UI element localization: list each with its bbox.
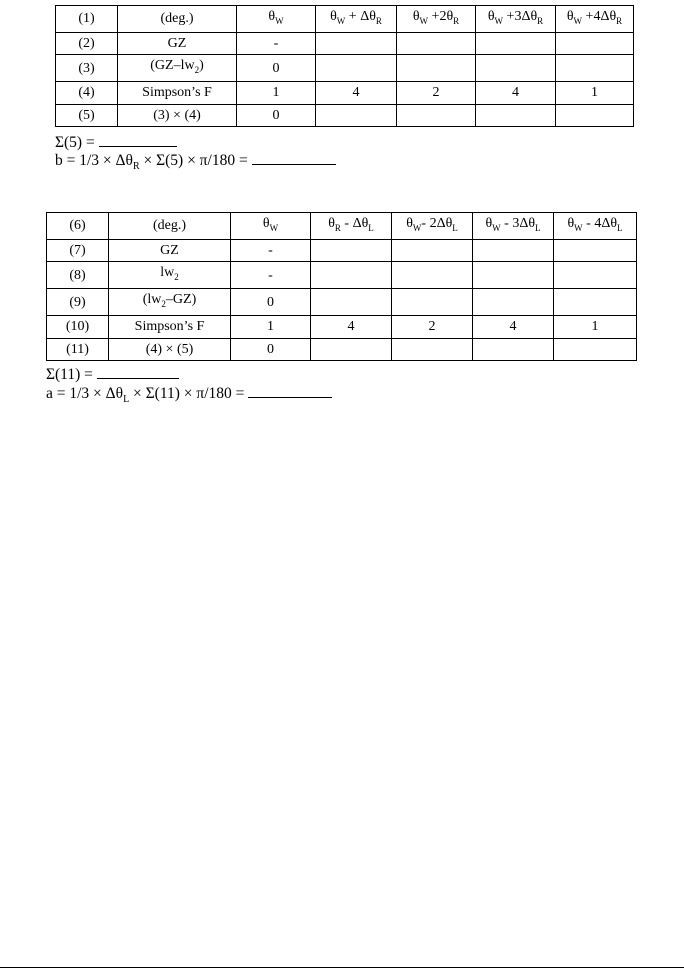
table1-cell: (3) <box>56 55 118 82</box>
table1-cell: 1 <box>237 82 316 105</box>
table1-cell: 1 <box>556 82 634 105</box>
table1-cell[interactable] <box>397 55 476 82</box>
table1-cell: (4) <box>56 82 118 105</box>
table1-cell: 2 <box>397 82 476 105</box>
table1-cell[interactable] <box>476 55 556 82</box>
table1-cell[interactable] <box>316 32 397 55</box>
table2-cell: $\theta_R - \Delta\theta_L$ <box>311 213 392 240</box>
table2-cell: 4 <box>473 315 554 338</box>
table2-cell[interactable] <box>554 289 637 316</box>
sum-5-line <box>55 132 177 152</box>
table1-cell: - <box>237 32 316 55</box>
table2-cell[interactable] <box>392 239 473 262</box>
table1-cell[interactable] <box>556 104 634 127</box>
table1-row <box>56 55 634 82</box>
table1-cell: $(GZ-lw_2)$ <box>118 55 237 82</box>
table2-cell[interactable] <box>473 239 554 262</box>
table1-cell: 4 <box>316 82 397 105</box>
sum-11-blank[interactable] <box>97 364 179 379</box>
table2-cell[interactable] <box>473 289 554 316</box>
table2-cell: - <box>231 262 311 289</box>
a-formula-blank[interactable] <box>248 383 332 398</box>
table1-cell: $\theta_W +2\theta_R$ <box>397 6 476 33</box>
table2-cell: (11) <box>47 338 109 361</box>
table2-cell: (9) <box>47 289 109 316</box>
table2-cell[interactable] <box>392 289 473 316</box>
table1-cell: $\theta_W + \Delta\theta_R$ <box>316 6 397 33</box>
table2-cell[interactable] <box>473 338 554 361</box>
table2-cell: (4) × (5) <box>109 338 231 361</box>
table1-cell: (2) <box>56 32 118 55</box>
table1-row <box>56 6 634 33</box>
table1-row <box>56 32 634 55</box>
a-formula-line <box>46 383 332 409</box>
table2-row <box>47 338 637 361</box>
table2-cell[interactable] <box>554 239 637 262</box>
table2-cell: $\theta_W - 3\Delta\theta_L$ <box>473 213 554 240</box>
sum-11-line <box>46 364 179 384</box>
table2-cell: (7) <box>47 239 109 262</box>
table2-cell: (8) <box>47 262 109 289</box>
stability-table-right <box>55 5 634 127</box>
table2-row <box>47 239 637 262</box>
table1-cell[interactable] <box>397 104 476 127</box>
table2-cell: 0 <box>231 289 311 316</box>
table1-cell[interactable] <box>556 32 634 55</box>
table1-cell: $\theta_W$ <box>237 6 316 33</box>
table2-cell[interactable] <box>554 262 637 289</box>
table2-cell: 4 <box>311 315 392 338</box>
table2-cell: $\theta_W-$ $2\Delta\theta_L$ <box>392 213 473 240</box>
table1-cell: $\theta_W +4\Delta\theta_R$ <box>556 6 634 33</box>
table1-cell: Simpson’s F <box>118 82 237 105</box>
table2-body <box>47 213 637 361</box>
table2-cell[interactable] <box>473 262 554 289</box>
sum-11-label: Σ(11) = <box>46 366 93 383</box>
table2-cell: $\theta_W$ <box>231 213 311 240</box>
table2-cell[interactable] <box>311 262 392 289</box>
table2-cell[interactable] <box>554 338 637 361</box>
table2-row <box>47 289 637 316</box>
page-footer-rule <box>0 967 684 968</box>
table2-cell: 0 <box>231 338 311 361</box>
table2-cell: $\theta_W - 4\Delta\theta_L$ <box>554 213 637 240</box>
table2-cell: $(lw_2-GZ)$ <box>109 289 231 316</box>
table1-cell: GZ <box>118 32 237 55</box>
sum-5-label: Σ(5) = <box>55 134 95 151</box>
table1-row <box>56 82 634 105</box>
table1-cell: (1) <box>56 6 118 33</box>
table2-row <box>47 315 637 338</box>
table2-cell: 1 <box>231 315 311 338</box>
table2-row <box>47 213 637 240</box>
stability-table-left <box>46 212 637 361</box>
table1-cell: 0 <box>237 104 316 127</box>
table2-cell: (10) <box>47 315 109 338</box>
b-formula-blank[interactable] <box>252 150 336 165</box>
table1-cell: (3) × (4) <box>118 104 237 127</box>
table1-cell: (5) <box>56 104 118 127</box>
table2-cell: (deg.) <box>109 213 231 240</box>
table1-cell: $\theta_W +3\Delta\theta_R$ <box>476 6 556 33</box>
table1-cell[interactable] <box>476 32 556 55</box>
table1-cell[interactable] <box>476 104 556 127</box>
b-formula-label: $b = 1/3 \times \Delta\theta_R \times \Sigma(5) \times \pi/180$ = <box>55 152 248 173</box>
table2-cell[interactable] <box>392 262 473 289</box>
table1-row <box>56 104 634 127</box>
table2-cell: Simpson’s F <box>109 315 231 338</box>
table2-cell: 1 <box>554 315 637 338</box>
table2-cell[interactable] <box>392 338 473 361</box>
table2-cell: 2 <box>392 315 473 338</box>
table2-row <box>47 262 637 289</box>
table1-cell[interactable] <box>316 55 397 82</box>
table1-cell[interactable] <box>316 104 397 127</box>
table1-cell: 4 <box>476 82 556 105</box>
table2-cell[interactable] <box>311 289 392 316</box>
table1-cell: 0 <box>237 55 316 82</box>
a-formula-label: $a = 1/3 \times \Delta\theta_L \times \Sigma(11) \times \pi/180$ = <box>46 385 245 406</box>
table1-body <box>56 6 634 127</box>
table1-cell[interactable] <box>397 32 476 55</box>
table2-cell[interactable] <box>311 239 392 262</box>
b-formula-line <box>55 150 336 176</box>
table2-cell: GZ <box>109 239 231 262</box>
table2-cell[interactable] <box>311 338 392 361</box>
table1-cell[interactable] <box>556 55 634 82</box>
table2-cell: $lw_2$ <box>109 262 231 289</box>
sum-5-blank[interactable] <box>99 132 177 147</box>
table2-cell: - <box>231 239 311 262</box>
table2-cell: (6) <box>47 213 109 240</box>
table1-cell: (deg.) <box>118 6 237 33</box>
